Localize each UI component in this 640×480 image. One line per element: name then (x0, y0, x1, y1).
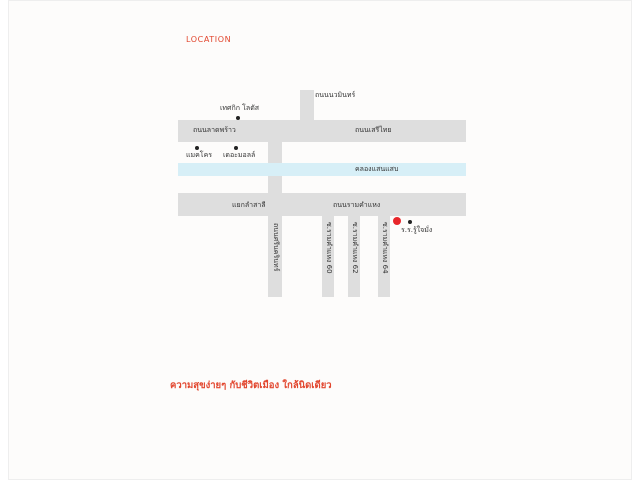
tesco-lotus-marker (236, 116, 240, 120)
makro-label: แมคโคร (186, 151, 213, 159)
school-label: ร.ร.รู้ใจมั่ง (401, 226, 433, 234)
soi-62-label: ซ.รามคำแหง 62 (351, 222, 359, 274)
the-mall-marker (234, 146, 238, 150)
tesco-lotus-label: เทศกิก โลตัส (220, 104, 260, 112)
the-mall-label: เดอะมอลล์ (223, 151, 256, 159)
location-heading: LOCATION (186, 35, 232, 44)
ladprao-label: ถนนลาดพร้าว (193, 126, 236, 134)
soi-64-label: ซ.รามคำแหง 64 (381, 222, 389, 274)
lam-sali-intersection-label: แยกลำสาลี (232, 201, 266, 209)
tagline: ความสุขง่ายๆ กับชีวิตเมือง ใกล้นิดเดียว (170, 380, 332, 391)
nawamin-label: ถนนนวมินทร์ (315, 91, 356, 99)
project-location-marker (393, 217, 401, 225)
soi-60-label: ซ.รามคำแหง 60 (325, 222, 333, 274)
srinakarin-label: ถนนศรีนครินทร์ (272, 223, 280, 272)
makro-marker (195, 146, 199, 150)
nawamin-road (300, 90, 314, 120)
school-marker (408, 220, 412, 224)
canal-label: คลองแสนแสบ (355, 165, 399, 173)
ramkhamhaeng-road (178, 193, 466, 216)
saen-saep-canal (178, 163, 466, 176)
seri-thai-label: ถนนเสรีไทย (355, 126, 392, 134)
ramkhamhaeng-label: ถนนรามคำแหง (333, 201, 381, 209)
brochure-page (8, 0, 632, 480)
